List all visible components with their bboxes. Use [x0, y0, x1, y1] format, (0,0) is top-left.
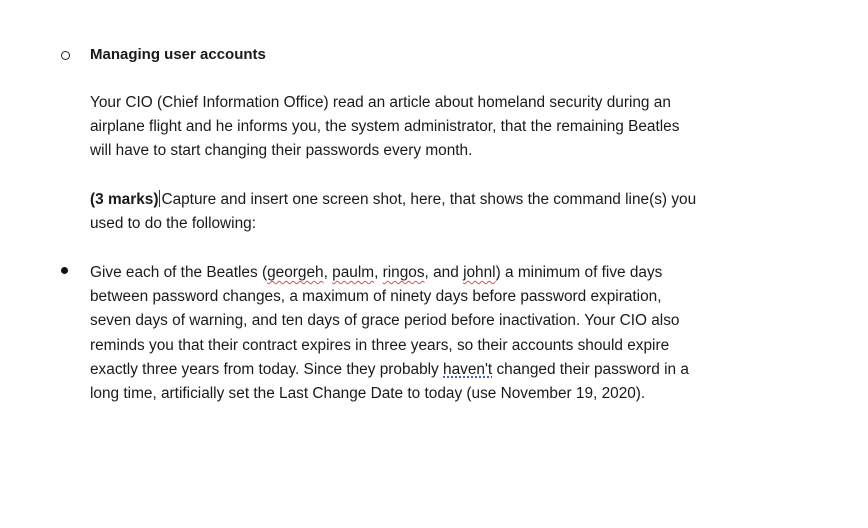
task-text: Give each of the Beatles (: [90, 264, 268, 281]
instruction-paragraph: [90, 188, 696, 236]
marks-label: (3 marks): [90, 191, 159, 208]
hollow-circle-bullet-icon: [61, 51, 70, 60]
intro-line: airplane flight and he informs you, the system administrator, that the remaining Beatles: [90, 118, 680, 136]
username-ringos: ringos: [382, 264, 425, 281]
task-paragraph: [90, 261, 689, 406]
task-line: long time, artificially set the Last Change Date to today (use November 19, 2020).: [90, 385, 646, 403]
grammar-flagged-word: haven't: [443, 360, 493, 378]
username-johnl: johnl: [463, 264, 496, 281]
intro-line: Your CIO (Chief Information Office) read an article about homeland security during an: [90, 94, 671, 111]
task-line: [90, 261, 689, 285]
task-text: exactly three years from today. Since they probably: [90, 360, 444, 378]
section-heading: Managing user accounts: [90, 46, 266, 63]
task-line: [90, 358, 689, 382]
task-text: changed their password in a: [492, 360, 689, 378]
instruction-line: used to do the following:: [90, 215, 256, 233]
task-text: ) a minimum of five days: [495, 264, 663, 281]
task-line: between password changes, a maximum of ninety days before password expiration,: [90, 288, 662, 306]
username-georgeh: georgeh: [267, 264, 324, 281]
intro-line: will have to start changing their passwords every month.: [90, 142, 473, 160]
instruction-text: Capture and insert one screen shot, here, that shows the command line(s) you: [161, 191, 697, 208]
username-paulm: paulm: [332, 264, 375, 281]
instruction-line: [90, 188, 696, 212]
task-line: reminds you that their contract expires in three years, so their accounts should expire: [90, 336, 670, 354]
task-line: seven days of warning, and ten days of grace period before inactivation. Your CIO also: [90, 312, 680, 330]
separator: ,: [374, 264, 383, 281]
intro-paragraph: [90, 91, 679, 164]
separator: ,: [323, 264, 333, 281]
filled-disc-bullet-icon: [61, 267, 68, 274]
separator: , and: [424, 264, 464, 281]
